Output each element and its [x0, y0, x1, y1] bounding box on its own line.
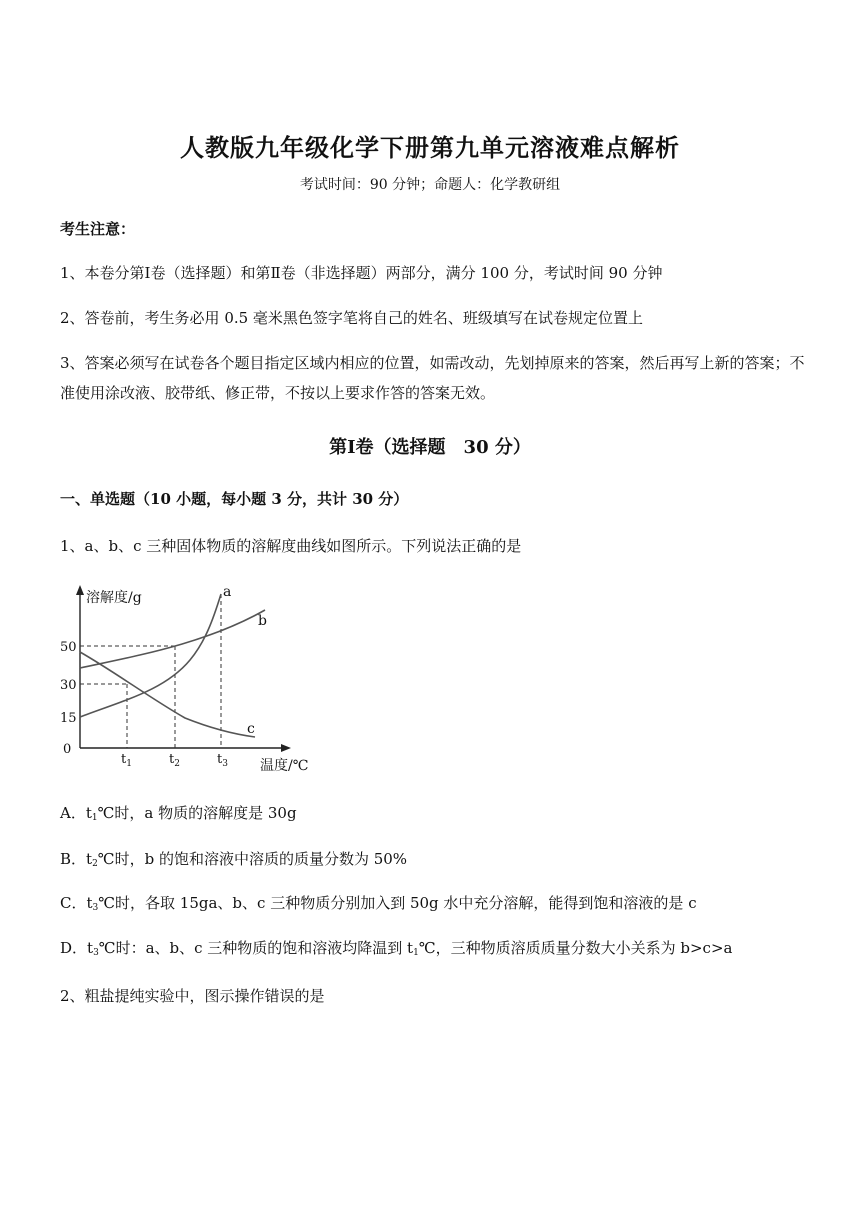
y-tick-0: 0: [63, 742, 72, 757]
option-b: B．$t_2℃$时，b 的饱和溶液中溶质的质量分数为 50%: [60, 850, 408, 869]
y-tick-50: 50: [60, 640, 77, 655]
y-axis-label: 溶解度/g: [86, 590, 142, 606]
exam-info: 考试时间：90 分钟；命题人：化学教研组: [299, 177, 561, 193]
option-c: C．$t_3℃$时，各取 15ga、b、c 三种物质分别加入到 50g 水中充分溶解，能得到饱和溶液的是 c: [60, 894, 697, 913]
notice-item-1: 1、本卷分第Ⅰ卷（选择题）和第Ⅱ卷（非选择题）两部分，满分 100 分，考试时间 90 分钟: [60, 264, 663, 282]
part-heading: 一、单选题（10 小题，每小题 3 分，共计 30 分）: [60, 490, 409, 508]
notice-item-2: 2、答卷前，考生务必用 0.5 毫米黑色签字笔将自己的姓名、班级填写在试卷规定位置上: [60, 309, 643, 327]
section-title: 第Ⅰ卷（选择题 30 分）: [329, 437, 531, 458]
y-tick-30: 30: [60, 678, 77, 693]
curve-b: [80, 610, 265, 668]
x-tick-t1: $t_1$: [121, 752, 132, 769]
curve-a: [80, 594, 221, 717]
x-axis-arrow: [281, 744, 291, 752]
notice-heading: 考生注意：: [60, 220, 136, 238]
solubility-chart: [55, 580, 325, 780]
notice-item-3: 3、答案必须写在试卷各个题目指定区域内相应的位置，如需改动，先划掉原来的答案，然后再写上新的答案；不准使用涂改液、胶带纸、修正带，不按以上要求作答的答案无效。: [60, 354, 805, 402]
series-label-a: a: [223, 584, 232, 600]
option-a: A．$t_1℃$时，a 物质的溶解度是 30g: [60, 804, 297, 823]
series-label-b: b: [258, 613, 267, 629]
y-axis-arrow: [76, 585, 84, 595]
option-d: D．$t_3℃$时：a、b、c 三种物质的饱和溶液均降温到 $t_1℃$，三种物质溶质质量分数大小关系为 b>c>a: [60, 939, 733, 958]
x-tick-t2: $t_2$: [169, 752, 180, 769]
curve-c: [80, 652, 255, 737]
question-2-stem: 2、粗盐提纯实验中，图示操作错误的是: [60, 987, 325, 1005]
page-title: 人教版九年级化学下册第九单元溶液难点解析: [180, 133, 680, 162]
y-tick-15: 15: [60, 711, 77, 726]
question-1-stem: 1、a、b、c 三种固体物质的溶解度曲线如图所示。下列说法正确的是: [60, 537, 522, 555]
x-tick-t3: $t_3$: [217, 752, 228, 769]
series-label-c: c: [247, 721, 255, 737]
x-axis-label: 温度/℃: [260, 758, 309, 774]
